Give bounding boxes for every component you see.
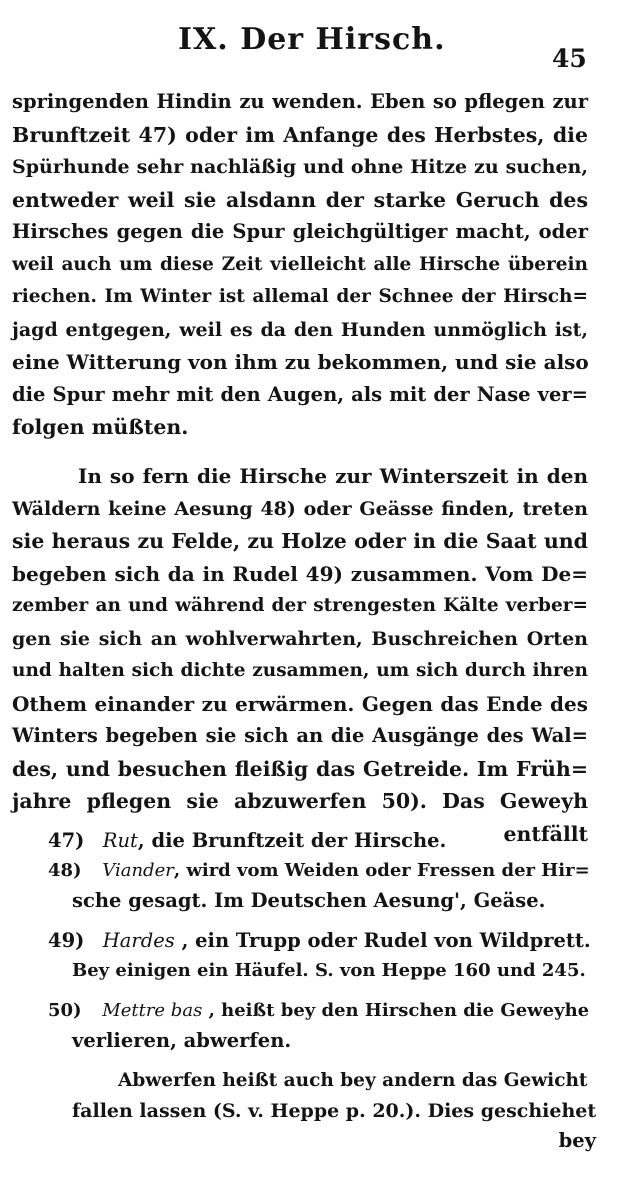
text-line: begeben sich da in Rudel 49) zusammen. Vom De= — [12, 561, 588, 586]
footnote-term: Mettre bas — [102, 1000, 203, 1021]
footnote-number: 49) — [48, 929, 85, 952]
text-line: folgen müßten. — [12, 415, 189, 439]
catchword: entfällt — [503, 821, 588, 846]
footnote-text: , die Brunftzeit der Hirsche. — [137, 829, 447, 852]
footnote-text: Bey einigen ein Häufel. S. von Heppe 160 und 245. — [72, 960, 586, 981]
page-header — [0, 22, 632, 72]
footnote-text: , ein Trupp oder Rudel von Wildprett. — [174, 929, 591, 952]
text-line: Othem einander zu erwärmen. Gegen das Ende des — [12, 691, 588, 716]
footnote-49 — [12, 926, 596, 986]
text-line: Hirsches gegen die Spur gleichgültiger macht, oder — [12, 220, 588, 243]
footnote-number: 47) — [48, 829, 85, 852]
footnotes — [12, 826, 596, 1156]
footnote-text: , heißt bey den Hirschen die Geweyhe — [202, 1000, 590, 1021]
text-line: und halten sich dichte zusammen, um sich durch ihren — [12, 660, 588, 681]
footnote-term: Hardes — [102, 929, 175, 952]
text-line: zember an und während der strengesten Kälte verber= — [12, 595, 588, 616]
footnote-number: 48) — [48, 860, 82, 881]
footnote-47 — [12, 826, 596, 856]
text-line: In so fern die Hirsche zur Winterszeit in den — [78, 464, 588, 488]
page-number: 45 — [552, 44, 587, 73]
footnote-text: , wird vom Weiden oder Fressen der Hir= — [173, 860, 590, 881]
text-line: jagd entgegen, weil es da den Hunden unmöglich ist, — [12, 318, 588, 341]
text-line: springenden Hindin zu wenden. Eben so pflegen zur — [12, 90, 588, 113]
text-line: entweder weil sie alsdann der starke Geruch des — [12, 187, 588, 212]
footnote-number: 50) — [48, 1000, 82, 1021]
footnote-text: Abwerfen heißt auch bey andern das Gewicht — [118, 1070, 588, 1091]
footnote-term: Rut — [102, 829, 138, 852]
text-line: weil auch um diese Zeit vielleicht alle Hirsche überein — [12, 253, 588, 275]
footnote-term: Viander — [102, 860, 174, 881]
paragraph-2 — [12, 460, 588, 850]
text-line: des, und besuchen fleißig das Getreide. Im Früh= — [12, 756, 588, 781]
footnote-text: sche gesagt. Im Deutschen Aesung', Geäse. — [72, 889, 546, 912]
text-line: Wäldern keine Aesung 48) oder Geässe finden, treten — [12, 497, 588, 520]
text-line: eine Witterung von ihm zu bekommen, und sie also — [12, 350, 589, 374]
footnote-50 — [12, 996, 596, 1056]
text-line: jahre pflegen sie abzuwerfen 50). Das Geweyh — [12, 789, 588, 813]
footnote-text: verlieren, abwerfen. — [72, 1029, 292, 1052]
footnote-text: fallen lassen (S. v. Heppe p. 20.). Dies geschiehet — [72, 1100, 597, 1122]
text-line: sie heraus zu Felde, zu Holze oder in die Saat und — [12, 529, 588, 553]
footnote-48 — [12, 856, 596, 916]
text-line: Winters begeben sie sich an die Ausgänge des Wal= — [12, 724, 588, 747]
page-catchword: bey — [558, 1129, 596, 1152]
text-line: gen sie sich an wohlverwahrten, Buschreichen Orten — [12, 627, 588, 650]
paragraph-1 — [12, 86, 588, 444]
text-line: Spürhunde sehr nachläßig und ohne Hitze zu suchen, — [12, 156, 588, 178]
footnote-addendum — [12, 1066, 596, 1156]
chapter-title: IX. Der Hirsch. — [178, 22, 446, 57]
text-line: riechen. Im Winter ist allemal der Schnee der Hirsch= — [12, 286, 588, 307]
text-line: Brunftzeit 47) oder im Anfange des Herbstes, die — [12, 122, 588, 147]
text-line: die Spur mehr mit den Augen, als mit der Nase ver= — [12, 382, 588, 406]
